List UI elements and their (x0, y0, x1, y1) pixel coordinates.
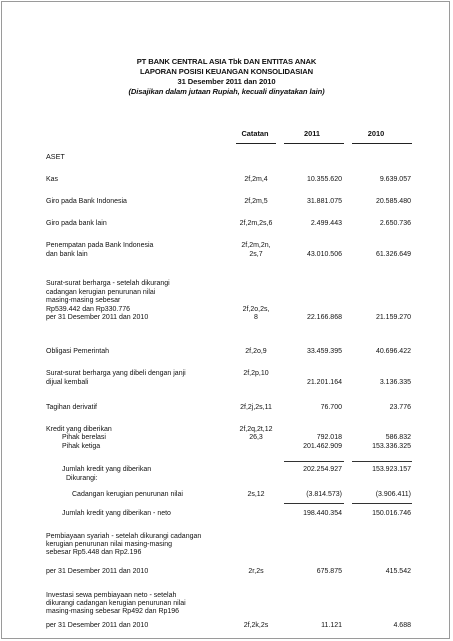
col-2010-underline (352, 143, 412, 144)
sewa-2010: 4.688 (393, 622, 411, 629)
asset-row-value-2011: 43.010.506 (306, 250, 342, 258)
asset-row-label: Rp539.442 dan Rp330.776 (46, 305, 131, 313)
asset-row-value-2011: 21.201.164 (306, 378, 342, 386)
asset-row-value-2011: 22.166.868 (306, 314, 342, 322)
company-title: PT BANK CENTRAL ASIA Tbk DAN ENTITAS ANAK (136, 57, 317, 66)
asset-row-value-2011: 2.499.443 (310, 220, 342, 227)
cadangan-label: Cadangan kerugian penurunan nilai (72, 491, 183, 498)
asset-row-label: Obligasi Pemerintah (46, 348, 110, 355)
syariah-label-3: sebesar Rp5.448 dan Rp2.196 (46, 549, 142, 556)
jumlah-kredit-2011: 202.254.927 (303, 466, 342, 473)
col-note-underline (236, 143, 276, 144)
asset-row-note: 2f,2o,9 (245, 348, 267, 355)
syariah-label-4: per 31 Desember 2011 dan 2010 (46, 568, 149, 575)
section-title: ASET (46, 152, 65, 161)
asset-row-note: 8 (254, 314, 258, 322)
sewa-note: 2f,2k,2s (243, 622, 269, 629)
asset-row-label: dijual kembali (46, 378, 89, 386)
asset-row-value-2011: 33.459.395 (306, 348, 342, 355)
dikurangi-label: Dikurangi: (66, 475, 98, 482)
subtotal-line-2010 (352, 461, 412, 462)
asset-row-label: masing-masing sebesar (46, 297, 121, 305)
jumlah-kredit-label: Jumlah kredit yang diberikan (62, 466, 152, 473)
report-title: LAPORAN POSISI KEUANGAN KONSOLIDASIAN (139, 67, 314, 76)
asset-row-label: Giro pada bank lain (46, 220, 107, 227)
pihak-ketiga-label: Pihak ketiga (62, 443, 101, 450)
asset-row-note: 2f,2j,2s,11 (240, 404, 272, 411)
sewa-2011: 11.121 (321, 622, 342, 629)
kredit-note-1: 2f,2q,2t,12 (239, 426, 273, 433)
asset-row-value-2010: 61.326.649 (375, 250, 411, 258)
kredit-neto-2011: 198.440.354 (303, 510, 342, 517)
pihak-berelasi-2011: 792.018 (316, 434, 342, 441)
asset-row-value-2010: 23.776 (389, 404, 411, 411)
col-note-header: Catatan (241, 129, 269, 138)
syariah-label-1: Pembiayaan syariah - setelah dikurangi cadangan (46, 533, 202, 540)
kredit-neto-label: Jumlah kredit yang diberikan - neto (62, 510, 171, 517)
report-subtitle: (Disajikan dalam jutaan Rupiah, kecuali dinyatakan lain) (128, 87, 325, 96)
asset-row-value-2010: 20.585.480 (375, 198, 411, 205)
neto-line-2010 (352, 503, 412, 504)
asset-row-note: 2f,2m,4 (244, 176, 268, 183)
asset-row-value-2011: 76.700 (320, 404, 342, 411)
asset-row-value-2010: 3.136.335 (379, 378, 411, 386)
asset-row-label: Surat-surat berharga yang dibeli dengan janji (46, 370, 186, 377)
subtotal-line-2011 (284, 461, 344, 462)
sewa-label-3: masing-masing sebesar Rp492 dan Rp196 (46, 608, 180, 615)
pihak-berelasi-label: Pihak berelasi (62, 434, 106, 441)
asset-row-label: cadangan kerugian penurunan nilai (46, 288, 156, 296)
col-2011-header: 2011 (303, 129, 321, 138)
syariah-note: 2r,2s (248, 568, 264, 575)
asset-row-note: 2f,2p,10 (243, 370, 269, 377)
kredit-neto-2010: 150.016.746 (372, 510, 411, 517)
asset-row-label: Giro pada Bank Indonesia (46, 198, 127, 205)
sewa-label-2: dikurangi cadangan kerugian penurunan nilai (46, 600, 186, 607)
asset-row-note: 2s,7 (249, 250, 263, 258)
asset-row-note: 2f,2o,2s, (242, 305, 270, 313)
syariah-label-2: kerugian penurunan nilai masing-masing (46, 541, 173, 548)
asset-row-label: Surat-surat berharga - setelah dikurangi (46, 280, 170, 287)
asset-row-value-2010: 2.650.736 (379, 220, 411, 227)
syariah-2010: 415.542 (385, 568, 411, 575)
asset-row-value-2010: 40.696.422 (375, 348, 411, 355)
asset-row-label: per 31 Desember 2011 dan 2010 (46, 314, 149, 322)
pihak-ketiga-2011: 201.462.909 (303, 443, 342, 450)
sewa-label-4: per 31 Desember 2011 dan 2010 (46, 622, 149, 629)
cadangan-note: 2s,12 (247, 491, 265, 498)
col-2010-header: 2010 (367, 129, 385, 138)
asset-row-note: 2f,2m,5 (244, 198, 268, 205)
asset-row-value-2010: 9.639.057 (379, 176, 411, 183)
jumlah-kredit-2010: 153.923.157 (372, 466, 411, 473)
asset-row-label: Kas (46, 176, 59, 183)
cadangan-2010: (3.906.411) (375, 491, 411, 498)
asset-row-label: Penempatan pada Bank Indonesia (46, 242, 154, 249)
pihak-ketiga-2010: 153.336.325 (372, 443, 411, 450)
asset-row-value-2010: 21.159.270 (375, 314, 411, 322)
cadangan-2011: (3.814.573) (306, 491, 342, 498)
asset-row-note: 2f,2m,2s,6 (239, 220, 273, 227)
pihak-berelasi-2010: 586.832 (385, 434, 411, 441)
asset-row-value-2011: 10.355.620 (306, 176, 342, 183)
neto-line-2011 (284, 503, 344, 504)
syariah-2011: 675.875 (316, 568, 342, 575)
asset-row-note: 2f,2m,2n, (241, 242, 271, 249)
asset-row-label: dan bank lain (46, 250, 88, 258)
sewa-label-1: Investasi sewa pembiayaan neto - setelah (46, 592, 177, 599)
asset-row-value-2011: 31.881.075 (306, 198, 342, 205)
asset-row-label: Tagihan derivatif (46, 404, 97, 411)
report-date: 31 Desember 2011 dan 2010 (177, 77, 276, 86)
kredit-title: Kredit yang diberikan (46, 426, 112, 433)
col-2011-underline (284, 143, 344, 144)
kredit-note-2: 26,3 (249, 434, 263, 441)
